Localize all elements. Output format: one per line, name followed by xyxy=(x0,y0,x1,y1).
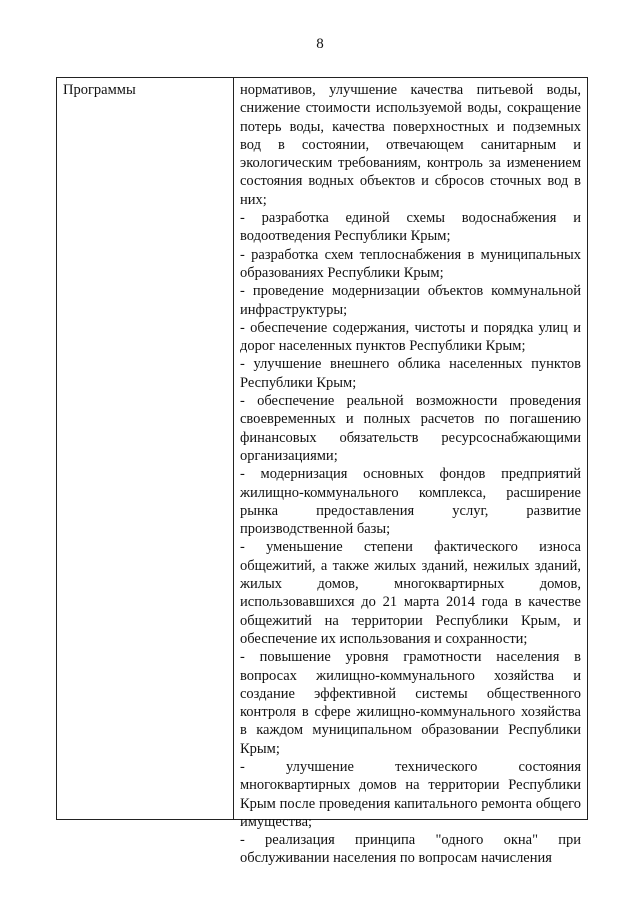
content-paragraph: - разработка схем теплоснабжения в муниципальных образованиях Республики Крым; xyxy=(240,246,581,281)
content-paragraph: - улучшение внешнего облика населенных пунктов Республики Крым; xyxy=(240,356,581,391)
content-paragraph: нормативов, улучшение качества питьевой воды, снижение стоимости используемой воды, сокращение потерь воды, качества поверхностных и подземных вод в состоянии, отвечающем санитарным и экологическим требованиям, контроль за изменением состояния водных объектов и сбросов сточных вод в них; xyxy=(240,82,581,208)
table-label-cell: Программы xyxy=(57,78,234,819)
content-paragraph: - реализация принципа "одного окна" при обслуживании населения по вопросам начисления xyxy=(240,832,581,867)
table-content-cell xyxy=(234,78,587,867)
page-number: 8 xyxy=(316,36,324,52)
content-paragraph: - обеспечение реальной возможности проведения своевременных и полных расчетов по погашению финансовых обязательств ресурсоснабжающими организациями; xyxy=(240,393,581,464)
content-paragraph: - улучшение технического состояния многоквартирных домов на территории Республики Крым после проведения капитального ремонта общего имущества; xyxy=(240,758,581,830)
content-paragraph: - проведение модернизации объектов коммунальной инфраструктуры; xyxy=(240,283,581,318)
content-paragraph: - уменьшение степени фактического износа общежитий, а также жилых зданий, нежилых зданий, жилых домов, многоквартирных домов, использовавшихся до 21 марта 2014 года в качестве общежитий на территории Республики Крым, и обеспечение их использования и сохранности; xyxy=(240,539,581,647)
content-paragraph: - модернизация основных фондов предприятий жилищно-коммунального комплекса, расширение рынка предоставления услуг, развитие производственной базы; xyxy=(240,466,581,538)
content-paragraph: - обеспечение содержания, чистоты и порядка улиц и дорог населенных пунктов Республики Крым; xyxy=(240,319,581,355)
content-paragraph: - повышение уровня грамотности населения в вопросах жилищно-коммунального хозяйства и создание эффективной системы общественного контроля в сфере жилищно-коммунального хозяйства в каждом муниципальном образовании Республики Крым; xyxy=(240,649,581,757)
content-paragraph: - разработка единой схемы водоснабжения и водоотведения Республики Крым; xyxy=(240,210,581,245)
programs-table xyxy=(56,77,588,867)
